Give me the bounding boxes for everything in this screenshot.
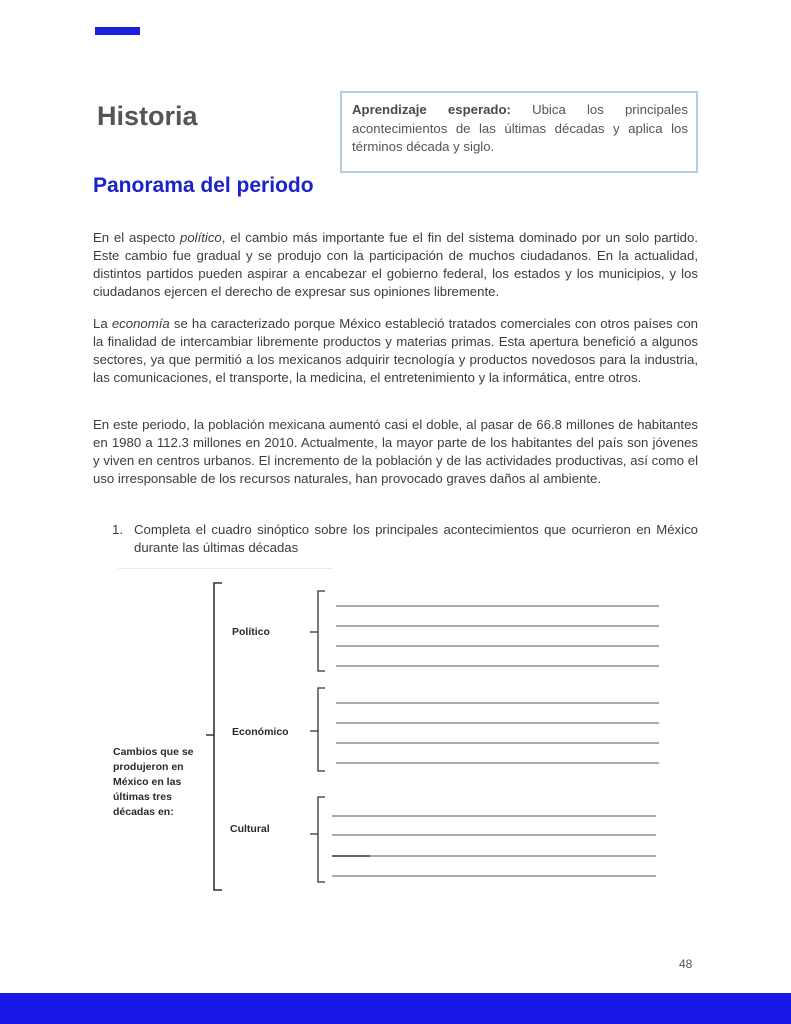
page-number: 48 <box>679 957 693 971</box>
footer-bar <box>0 993 791 1024</box>
subject-title: Historia <box>97 101 198 131</box>
diagram-main-label: Cambios que se produjeron en México en las últimas tres décadas en: <box>113 746 194 818</box>
paragraph-text: , el cambio más importante fue el fin del sistema dominado por un solo partido. Este cambio fue gradual y se produjo con la participación de muchos ciudadanos. En la actualidad, distintos partidos pueden aspirar a encabezar el gobierno federal, los estados y los municipios, y los ciudadanos ejercen el derecho de expresar sus opiniones libremente. <box>93 230 698 299</box>
section-title: Panorama del periodo <box>93 174 314 197</box>
paragraph-text: La <box>93 316 112 331</box>
expected-learning-text: Ubica los principales acontecimientos de las últimas décadas y aplica los términos década y siglo. <box>352 102 688 154</box>
brace-politico <box>310 591 325 671</box>
emphasis-politico: político <box>179 230 222 245</box>
branch-label-economico: Económico <box>232 726 289 738</box>
emphasis-economia: economía <box>111 316 170 331</box>
instruction-text: Completa el cuadro sinóptico sobre los principales acontecimientos que ocurrieron en México durante las últimas décadas <box>134 522 698 555</box>
instruction-number: 1. <box>112 522 123 537</box>
paragraph-population: En este periodo, la población mexicana aumentó casi el doble, al pasar de 66.8 millones de habitantes en 1980 a 112.3 millones en 2010. Actualmente, la mayor parte de los habitantes del país son jóvenes y viven en centros urbanos. El incremento de la población y de las actividades productivas, así como el uso irresponsable de los recursos naturales, han provocado graves daños al ambiente. <box>93 417 698 486</box>
paragraph-text: En el aspecto <box>93 230 180 245</box>
main-brace <box>206 583 222 890</box>
branch-label-cultural: Cultural <box>230 823 270 835</box>
expected-learning-label: Aprendizaje esperado: <box>352 102 511 117</box>
branch-label-politico: Político <box>232 626 270 638</box>
brace-economico <box>310 688 325 771</box>
paragraph-text: se ha caracterizado porque México estableció tratados comerciales con otros países con la finalidad de intercambiar libremente productos y materias primas. Esta apertura benefició a algunos sectores, ya que permitió a los mexicanos adquirir tecnología y productos novedosos para la industria, las comunicaciones, el transporte, la medicina, el entretenimiento y la informática, entre otros. <box>93 316 698 385</box>
brace-cultural <box>310 797 325 882</box>
